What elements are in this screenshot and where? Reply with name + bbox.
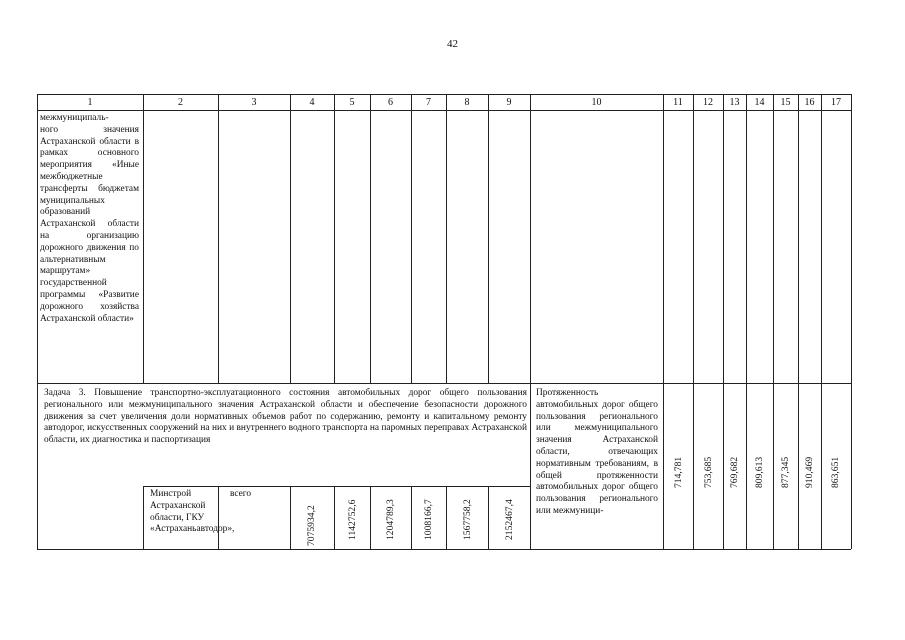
table-left-border xyxy=(37,94,38,549)
executor-cell: Минстрой Астраханской области, ГКУ «Астраханьавтодор», xyxy=(150,489,235,535)
table-bottom-border xyxy=(37,549,851,550)
col5-left-border-bottom xyxy=(334,486,335,549)
col3-left-border-top xyxy=(218,94,219,383)
row1-bottom-border xyxy=(37,383,851,384)
col16-left-border xyxy=(798,94,799,549)
indicator-value-17: 863,651 xyxy=(830,456,841,488)
task-row-bottom-border xyxy=(143,486,531,487)
amount-year-4: 1567758,2 xyxy=(462,499,473,540)
col7-left-border-top xyxy=(411,94,412,383)
header-col-3: 3 xyxy=(251,97,257,108)
header-col-15: 15 xyxy=(780,97,791,108)
header-col-9: 9 xyxy=(506,97,512,108)
col2-left-border-bottom xyxy=(143,486,144,549)
col2-left-border-top xyxy=(143,94,144,383)
amount-total: 7075934,2 xyxy=(306,505,317,546)
indicator-value-16: 910,469 xyxy=(804,456,815,488)
col7-left-border-bottom xyxy=(411,486,412,549)
col4-left-border-bottom xyxy=(290,486,291,549)
indicator-value-13: 769,682 xyxy=(729,456,740,488)
header-col-16: 16 xyxy=(804,97,815,108)
header-col-10: 10 xyxy=(591,97,602,108)
header-col-5: 5 xyxy=(349,97,355,108)
col8-left-border-top xyxy=(446,94,447,383)
header-col-1: 1 xyxy=(87,97,93,108)
header-col-7: 7 xyxy=(426,97,431,108)
amount-year-2: 1204789,3 xyxy=(385,499,396,540)
col6-left-border-top xyxy=(370,94,371,383)
funding-source-cell: всего xyxy=(230,489,252,499)
header-col-2: 2 xyxy=(178,97,183,108)
header-col-17: 17 xyxy=(831,97,841,108)
indicator-value-15: 877,345 xyxy=(780,456,791,488)
amount-year-3: 1008166,7 xyxy=(423,499,434,540)
col6-left-border-bottom xyxy=(370,486,371,549)
col4-left-border-top xyxy=(290,94,291,383)
header-col-6: 6 xyxy=(388,97,393,108)
col15-left-border xyxy=(773,94,774,549)
col10-left-border xyxy=(530,94,531,549)
indicator-description: Протяженность автомобильных дорог общего пользования регионального или межмуниципального значения Астраханской области, отвечающих нормативным требованиям, в общей протяженности автомобильных дорог общего пользования регионального или межмуници- xyxy=(536,388,658,516)
table-top-border xyxy=(37,94,851,95)
col3-left-border-bottom xyxy=(218,486,219,549)
header-col-11: 11 xyxy=(673,97,683,108)
col17-left-border xyxy=(821,94,822,549)
amount-year-5: 2152467,4 xyxy=(504,499,515,540)
indicator-value-11: 714,781 xyxy=(673,456,684,488)
amount-year-1: 1142752,6 xyxy=(347,499,358,540)
col12-left-border xyxy=(693,94,694,549)
col14-left-border xyxy=(746,94,747,549)
col13-left-border xyxy=(723,94,724,549)
header-bottom-border xyxy=(37,110,851,111)
col8-left-border-bottom xyxy=(446,486,447,549)
indicator-value-14: 809,613 xyxy=(754,456,765,488)
task-3-description: Задача 3. Повышение транспортно-эксплуатационного состояния автомобильных дорог общего пользования регионального или межмуниципального значения Астраханской области и обеспечение безопасности дорожного движения за счет увеличения доли нормативных объемов работ по содержанию, ремонту и капитальному ремонту автодорог, искусственных сооружений на них и внутреннего водного транспорта на паромных переправах Астраханской области, их диагностика и паспортизация xyxy=(44,388,527,446)
table-right-border xyxy=(851,94,852,549)
col9-left-border-bottom xyxy=(488,486,489,549)
header-col-4: 4 xyxy=(309,97,315,108)
measure-description: межмуниципаль- ного значения Астраханской области в рамках основного мероприятия «Иные межбюджетные трансферты бюджетам муниципальных образований Астраханской области на организацию дорожного движения по альтернативным маршрутам» государственной программы «Развитие дорожного хозяйства Астраханской области» xyxy=(40,113,139,324)
col5-left-border-top xyxy=(334,94,335,383)
page-number: 42 xyxy=(447,38,458,50)
header-col-14: 14 xyxy=(754,97,765,108)
indicator-value-12: 753,685 xyxy=(703,456,714,488)
header-col-13: 13 xyxy=(729,97,740,108)
header-col-12: 12 xyxy=(703,97,713,108)
col9-left-border-top xyxy=(488,94,489,383)
header-col-8: 8 xyxy=(464,97,470,108)
col11-left-border xyxy=(663,94,664,549)
